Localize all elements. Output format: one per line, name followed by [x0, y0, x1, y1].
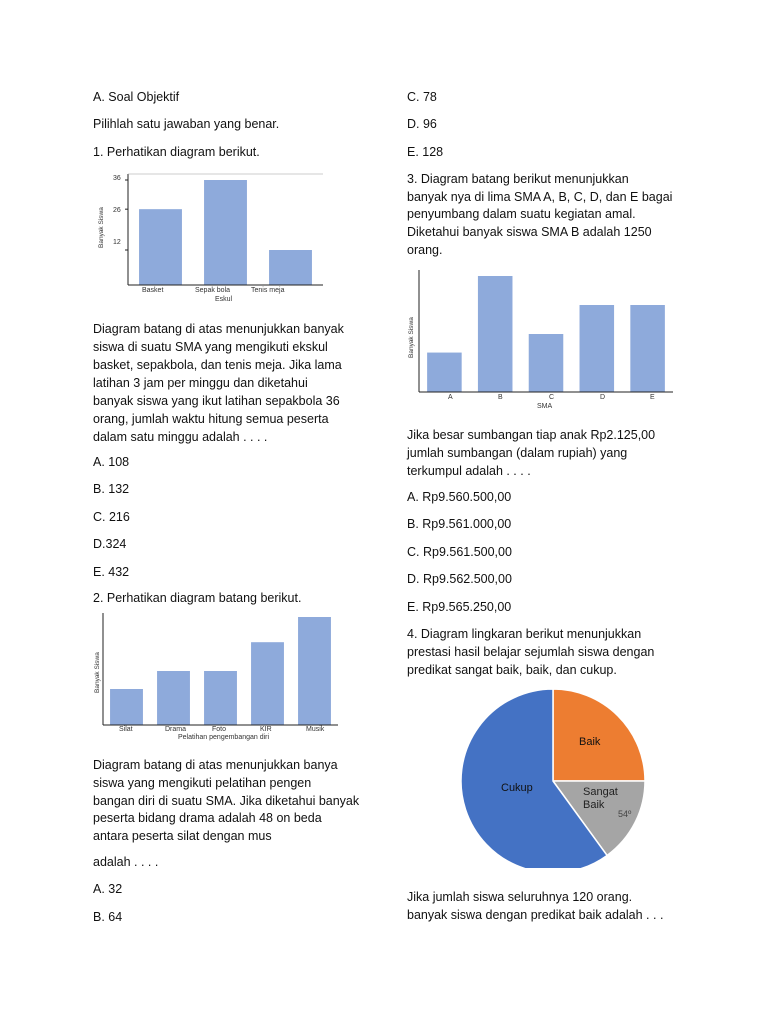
- q3-option-b[interactable]: B. Rp9.561.000,00: [407, 517, 512, 531]
- q1-body-line: basket, sepakbola, dan tenis meja. Jika lama: [93, 358, 342, 372]
- q4-prompt-line: 4. Diagram lingkaran berikut menunjukkan: [407, 627, 642, 641]
- q2-body-line: bangan diri di suatu SMA. Jika diketahui banyak: [93, 794, 360, 808]
- q4-prompt-line: predikat sangat baik, baik, dan cukup.: [407, 663, 617, 677]
- q3-x-tick: A: [448, 394, 453, 401]
- q1-option-d[interactable]: D.324: [93, 537, 127, 551]
- q1-y-axis-label: Banyak Siswa: [98, 207, 105, 248]
- q2-x-tick: KIR: [260, 726, 272, 733]
- bar-foto: [204, 671, 237, 725]
- q1-option-c[interactable]: C. 216: [93, 510, 130, 524]
- q3-prompt-line: penyumbang dalam suatu kegiatan amal.: [407, 207, 636, 221]
- q2-option-a[interactable]: A. 32: [93, 882, 123, 896]
- q1-body-line: orang, jumlah waktu hitung semua peserta: [93, 412, 329, 426]
- bar-drama: [157, 671, 190, 725]
- q1-y-tick: 12: [113, 239, 121, 246]
- q2-prompt: 2. Perhatikan diagram batang berikut.: [93, 591, 302, 605]
- q2-body-line: peserta bidang drama adalah 48 on beda: [93, 811, 322, 825]
- q3-body-line: jumlah sumbangan (dalam rupiah) yang: [407, 446, 628, 460]
- q3-option-e[interactable]: E. Rp9.565.250,00: [407, 600, 512, 614]
- q4-pie-chart: [455, 688, 655, 868]
- section-heading: A. Soal Objektif: [93, 90, 180, 104]
- q2-body-line: Diagram batang di atas menunjukkan banya: [93, 758, 338, 772]
- bar-tenis-meja: [269, 250, 312, 285]
- pie-label-sangat-baik: Sangat Baik: [583, 786, 618, 811]
- q1-option-b[interactable]: B. 132: [93, 482, 130, 496]
- bar-kir: [251, 642, 284, 725]
- q2-body-line: siswa yang mengikuti pelatihan pengen: [93, 776, 312, 790]
- q3-x-tick: D: [600, 394, 606, 401]
- bar-silat: [110, 689, 143, 725]
- q1-x-tick: Sepak bola: [195, 287, 231, 294]
- q1-body-line: dalam satu minggu adalah . . . .: [93, 430, 268, 444]
- q2-bar-chart: [90, 613, 340, 748]
- q1-option-a[interactable]: A. 108: [93, 455, 130, 469]
- pie-label-baik: Baik: [579, 736, 601, 748]
- q1-body-line: Diagram batang di atas menunjukkan banyak: [93, 322, 344, 336]
- q2-option-b[interactable]: B. 64: [93, 910, 123, 924]
- q2-x-tick: Musik: [306, 726, 325, 733]
- q3-body-line: Jika besar sumbangan tiap anak Rp2.125,00: [407, 428, 656, 442]
- q1-y-tick: 36: [113, 175, 121, 182]
- q3-bar-chart-svg: [405, 270, 680, 415]
- q4-body-line: banyak siswa dengan predikat baik adalah . . .: [407, 908, 664, 922]
- q4-pie-chart-svg: [455, 688, 655, 868]
- q1-x-tick: Basket: [142, 287, 164, 294]
- q3-x-tick: E: [650, 394, 655, 401]
- instruction-text: Pilihlah satu jawaban yang benar.: [93, 117, 280, 131]
- q3-option-d[interactable]: D. Rp9.562.500,00: [407, 572, 512, 586]
- q3-option-a[interactable]: A. Rp9.560.500,00: [407, 490, 512, 504]
- bar-basket: [139, 209, 182, 285]
- q3-prompt-line: 3. Diagram batang berikut menunjukkan: [407, 172, 629, 186]
- q3-prompt-line: orang.: [407, 243, 443, 257]
- q2-x-tick: Drama: [165, 726, 187, 733]
- bar-musik: [298, 617, 331, 725]
- q3-x-tick: C: [549, 394, 555, 401]
- q3-option-c[interactable]: C. Rp9.561.500,00: [407, 545, 512, 559]
- q2-option-c[interactable]: C. 78: [407, 90, 437, 104]
- bar-e: [630, 305, 665, 392]
- q3-y-axis-label: Banyak Siswa: [408, 317, 415, 358]
- q2-y-axis-label: Banyak Siswa: [94, 652, 101, 693]
- q1-body-line: banyak siswa yang ikut latihan sepakbola 36: [93, 394, 340, 408]
- bar-sepak-bola: [204, 180, 247, 285]
- q3-bar-chart: [405, 270, 680, 415]
- pie-angle-annotation: 54º: [618, 809, 632, 819]
- bar-d: [580, 305, 615, 392]
- q4-prompt-line: prestasi hasil belajar sejumlah siswa dengan: [407, 645, 655, 659]
- bar-a: [427, 353, 462, 392]
- pie-slice-baik: [553, 689, 645, 781]
- q1-x-tick: Tenis meja: [251, 287, 285, 294]
- q1-prompt: 1. Perhatikan diagram berikut.: [93, 145, 260, 159]
- bar-c: [529, 334, 564, 392]
- pie-label-cukup: Cukup: [501, 782, 533, 794]
- q2-x-tick: Silat: [119, 726, 133, 733]
- q4-body-line: Jika jumlah siswa seluruhnya 120 orang.: [407, 890, 633, 904]
- q2-option-e[interactable]: E. 128: [407, 145, 444, 159]
- q2-x-axis-label: Pelatihan pengembangan diri: [178, 734, 270, 741]
- q3-body-line: terkumpul adalah . . . .: [407, 464, 531, 478]
- q1-body-line: siswa di suatu SMA yang mengikuti ekskul: [93, 340, 328, 354]
- bar-b: [478, 276, 513, 392]
- q1-bar-chart: [93, 170, 333, 310]
- q1-y-tick: 26: [113, 207, 121, 214]
- q1-body-line: latihan 3 jam per minggu dan diketahui: [93, 376, 308, 390]
- q3-x-axis-label: SMA: [537, 403, 553, 410]
- q2-x-tick: Foto: [212, 726, 227, 733]
- q3-prompt-line: banyak nya di lima SMA A, B, C, D, dan E bagai: [407, 190, 673, 204]
- q2-body-line: antara peserta silat dengan mus: [93, 829, 272, 843]
- q3-prompt-line: Diketahui banyak siswa SMA B adalah 1250: [407, 225, 652, 239]
- q1-x-axis-label: Eskul: [215, 296, 233, 303]
- q2-option-d[interactable]: D. 96: [407, 117, 437, 131]
- q1-option-e[interactable]: E. 432: [93, 565, 130, 579]
- q2-body-tail: adalah . . . .: [93, 855, 159, 869]
- q3-x-tick: B: [498, 394, 503, 401]
